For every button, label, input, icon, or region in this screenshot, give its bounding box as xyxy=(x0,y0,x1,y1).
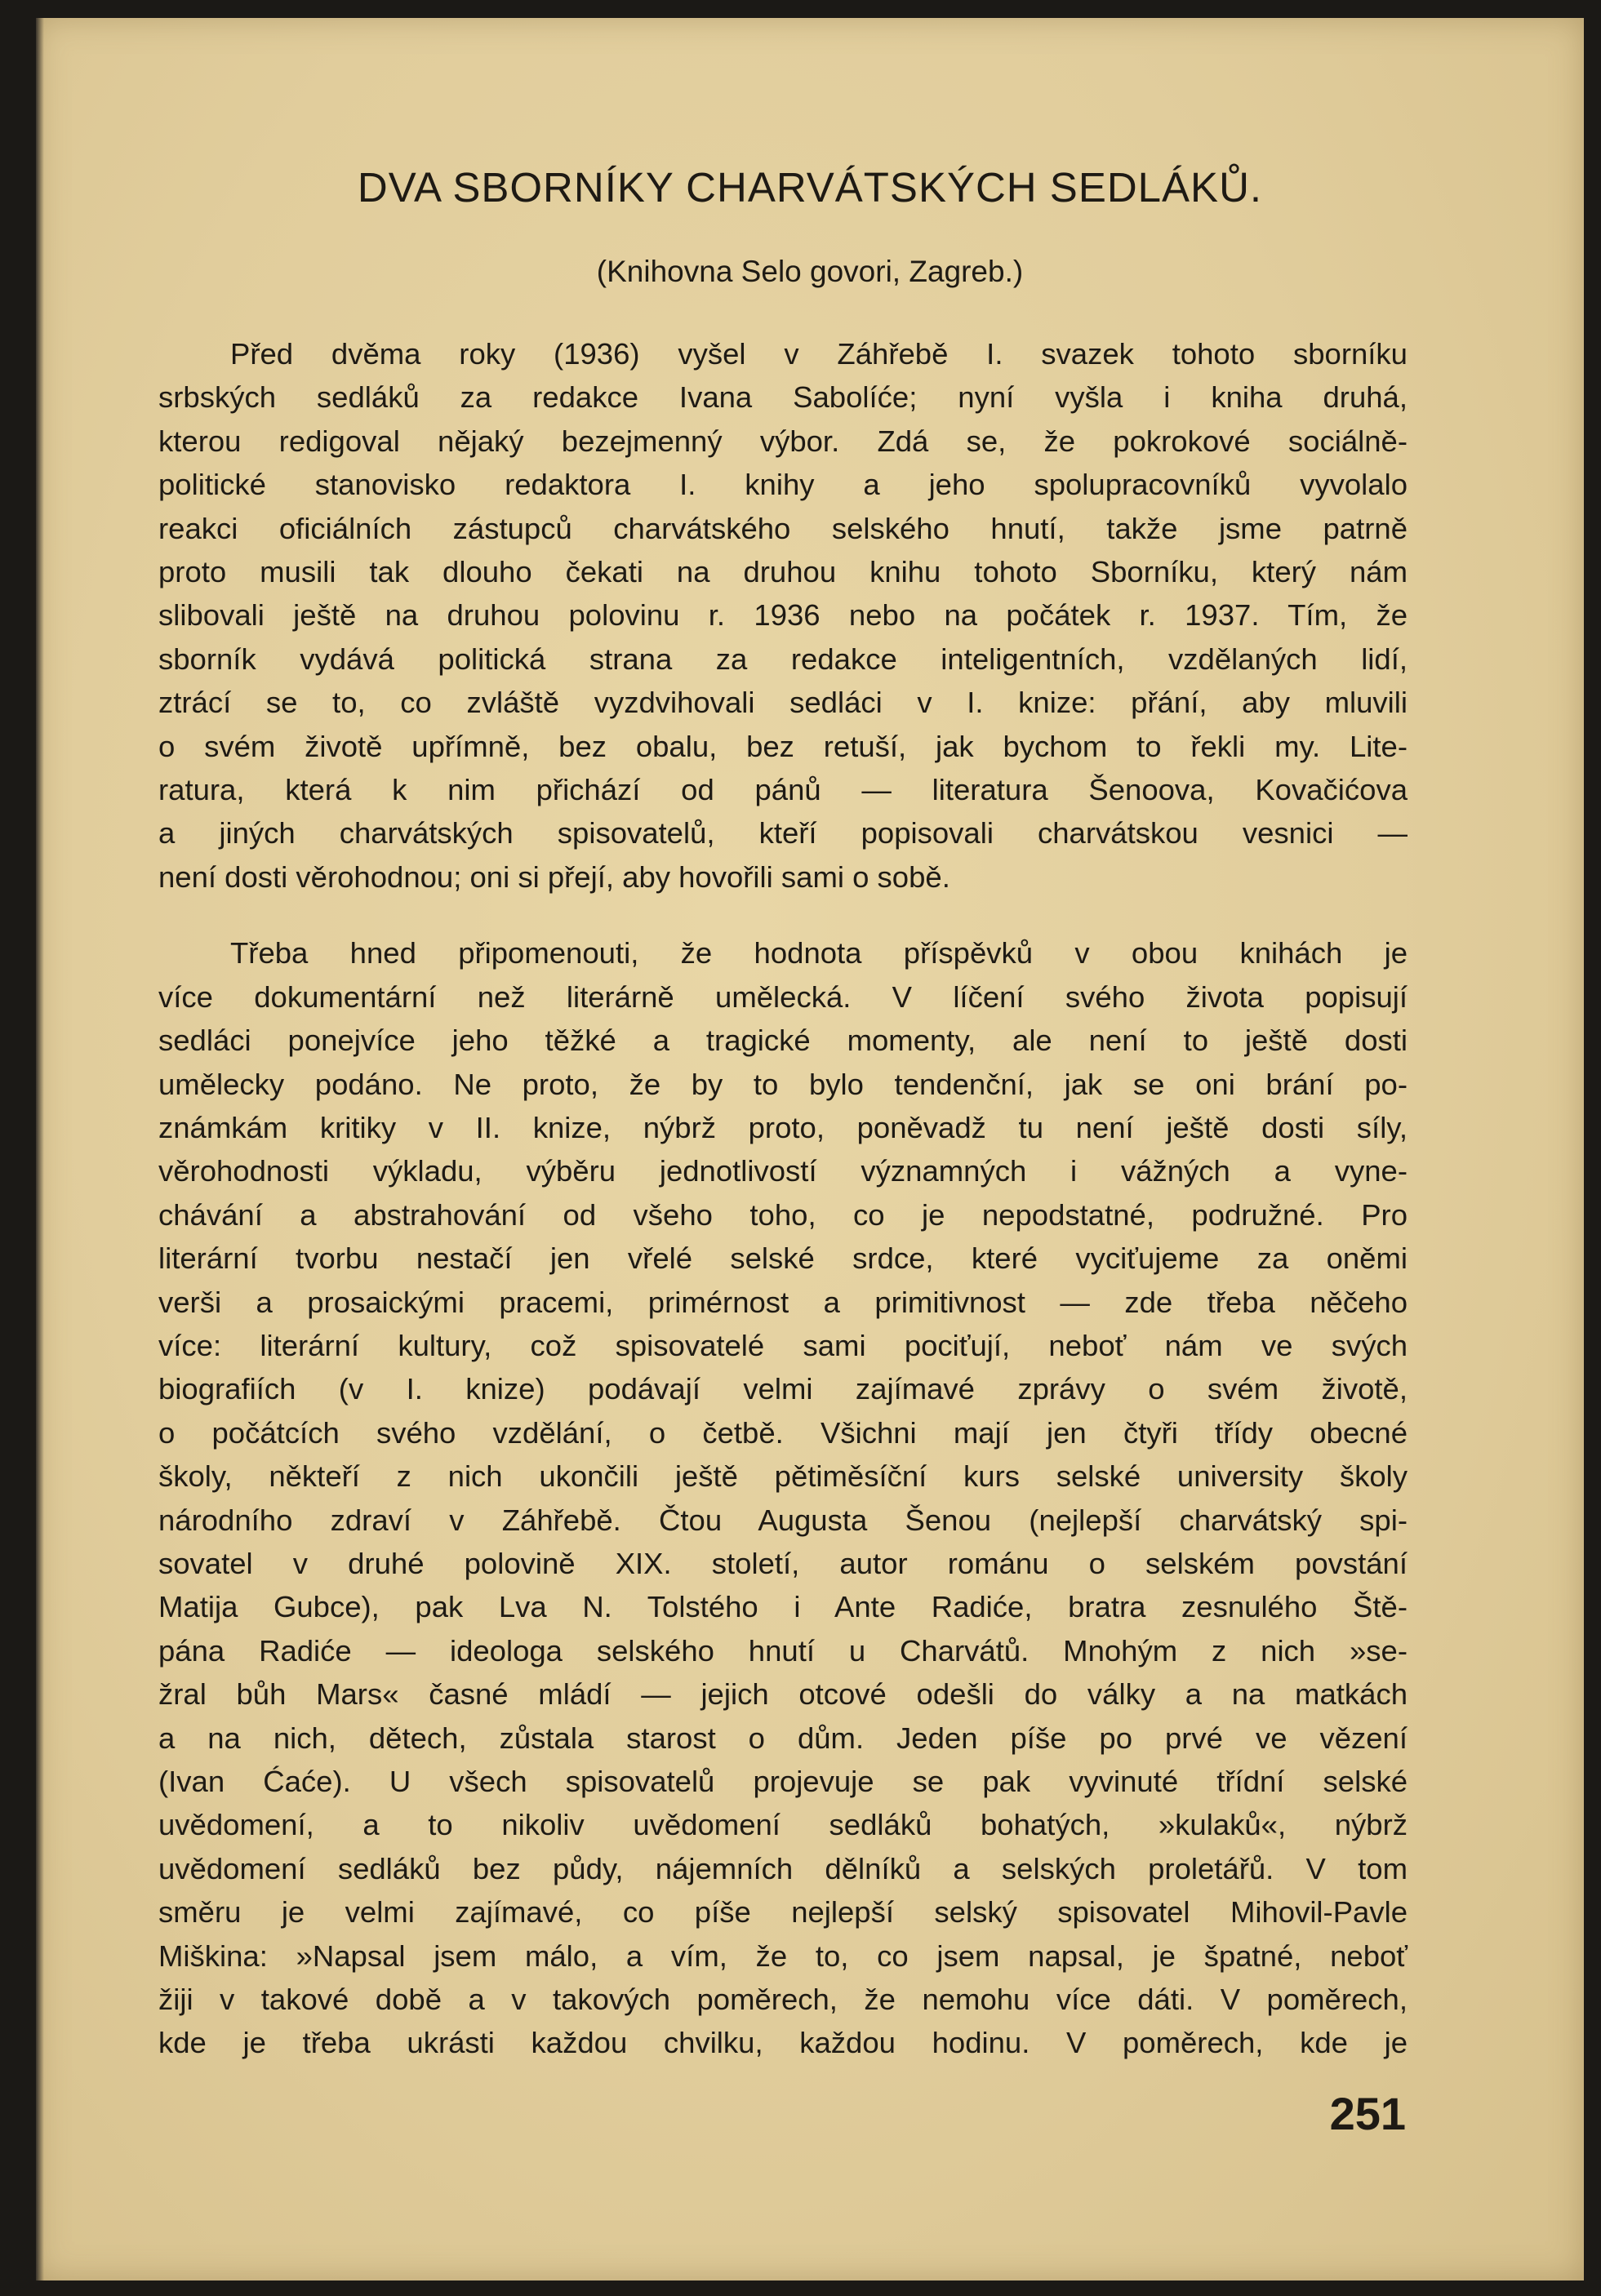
text-line: žral bůh Mars« časné mládí — jejich otcové odešli do války a na matkách xyxy=(158,1677,1408,1712)
text-line: a jiných charvátských spisovatelů, kteří popisovali charvátskou vesnici — xyxy=(158,816,1408,850)
text-line: chávání a abstrahování od všeho toho, co je nepodstatné, podružné. Pro xyxy=(158,1197,1408,1232)
text-line: ratura, která k nim přichází od pánů — literatura Šenoova, Kovačićova xyxy=(158,773,1408,807)
paragraph xyxy=(158,332,1408,899)
text-line: známkám kritiky v II. knize, nýbrž proto, poněvadž tu není ještě dosti síly, xyxy=(158,1110,1408,1144)
text-line: pána Radiće — ideologa selského hnutí u Charvátů. Mnohým z nich »se- xyxy=(158,1633,1408,1668)
text-line: proto musili tak dlouho čekati na druhou knihu tohoto Sborníku, který nám xyxy=(158,555,1408,589)
text-line: o počátcích svého vzdělání, o četbě. Všichni mají jen čtyři třídy obecné xyxy=(158,1415,1408,1450)
text-line: Třeba hned připomenouti, že hodnota příspěvků v obou knihách je xyxy=(230,936,1408,970)
text-line: o svém životě upřímně, bez obalu, bez retuší, jak bychom to řekli my. Lite- xyxy=(158,729,1408,763)
text-line: není dosti věrohodnou; oni si přejí, aby hovořili sami o sobě. xyxy=(158,859,950,894)
page-gutter xyxy=(36,18,44,2280)
text-line: Miškina: »Napsal jsem málo, a vím, že to, co jsem napsal, je špatné, neboť xyxy=(158,1938,1408,1973)
text-line: školy, někteří z nich ukončili ještě pětiměsíční kurs selské university školy xyxy=(158,1459,1408,1494)
text-line: verši a prosaickými pracemi, primérnost a primitivnost — zde třeba něčeho xyxy=(158,1285,1408,1319)
text-line: uvědomení sedláků bez půdy, nájemních dělníků a selských proletářů. V tom xyxy=(158,1851,1408,1885)
page-number: 251 xyxy=(1329,2088,1406,2139)
text-line: sovatel v druhé polovině XIX. století, autor románu o selském povstání xyxy=(158,1546,1408,1580)
text-line: literární tvorbu nestačí jen vřelé selské srdce, které vyciťujeme za oněmi xyxy=(158,1241,1408,1276)
text-line: reakci oficiálních zástupců charvátského selského hnutí, takže jsme patrně xyxy=(158,511,1408,545)
book-page xyxy=(36,18,1584,2280)
paragraph xyxy=(158,931,1408,2065)
text-line: umělecky podáno. Ne proto, že by to bylo tendenční, jak se oni brání po- xyxy=(158,1067,1408,1101)
article-body xyxy=(158,332,1408,2065)
text-line: Matija Gubce), pak Lva N. Tolstého i Ante Radiće, bratra zesnulého Ště- xyxy=(158,1590,1408,1624)
text-line: více: literární kultury, což spisovatelé sami pociťují, neboť nám ve svých xyxy=(158,1328,1408,1362)
text-line: biografiích (v I. knize) podávají velmi zajímavé zprávy o svém životě, xyxy=(158,1372,1408,1406)
text-line: slibovali ještě na druhou polovinu r. 1936 nebo na počátek r. 1937. Tím, že xyxy=(158,598,1408,633)
text-line: směru je velmi zajímavé, co píše nejlepší selský spisovatel Mihovil-Pavle xyxy=(158,1895,1408,1930)
text-line: uvědomení, a to nikoliv uvědomení sedláků bohatých, »kulaků«, nýbrž xyxy=(158,1808,1408,1842)
text-line: věrohodnosti výkladu, výběru jednotlivostí významných i vážných a vyne- xyxy=(158,1154,1408,1188)
text-line: kde je třeba ukrásti každou chvilku, každou hodinu. V poměrech, kde je xyxy=(158,2026,1408,2060)
article-subtitle: (Knihovna Selo govori, Zagreb.) xyxy=(596,255,1024,288)
text-line: a na nich, dětech, zůstala starost o dům. Jeden píše po prvé ve vězení xyxy=(158,1721,1408,1755)
text-line: (Ivan Ćaće). U všech spisovatelů projevuje se pak vyvinuté třídní selské xyxy=(158,1765,1408,1798)
article-title: DVA SBORNÍKY CHARVÁTSKÝCH SEDLÁKŮ. xyxy=(357,164,1263,211)
text-line: ztrácí se to, co zvláště vyzdvihovali sedláci v I. knize: přání, aby mluvili xyxy=(158,686,1408,720)
text-line: sborník vydává politická strana za redakce inteligentních, vzdělaných lidí, xyxy=(158,642,1408,676)
text-line: srbských sedláků za redakce Ivana Sabolíće; nyní vyšla i kniha druhá, xyxy=(158,380,1408,415)
text-line: národního zdraví v Záhřebě. Čtou Augusta Šenou (nejlepší charvátský spi- xyxy=(158,1503,1408,1537)
text-line: více dokumentární než literárně umělecká. V líčení svého života popisují xyxy=(158,979,1408,1014)
text-line: kterou redigoval nějaký bezejmenný výbor. Zdá se, že pokrokové sociálně- xyxy=(158,424,1408,458)
text-line: politické stanovisko redaktora I. knihy a jeho spolupracovníků vyvolalo xyxy=(158,468,1408,502)
text-line: žiji v takové době a v takových poměrech, že nemohu více dáti. V poměrech, xyxy=(158,1983,1408,2017)
text-line: Před dvěma roky (1936) vyšel v Záhřebě I. svazek tohoto sborníku xyxy=(230,337,1408,371)
text-line: sedláci ponejvíce jeho těžké a tragické momenty, ale není to ještě dosti xyxy=(158,1024,1408,1058)
